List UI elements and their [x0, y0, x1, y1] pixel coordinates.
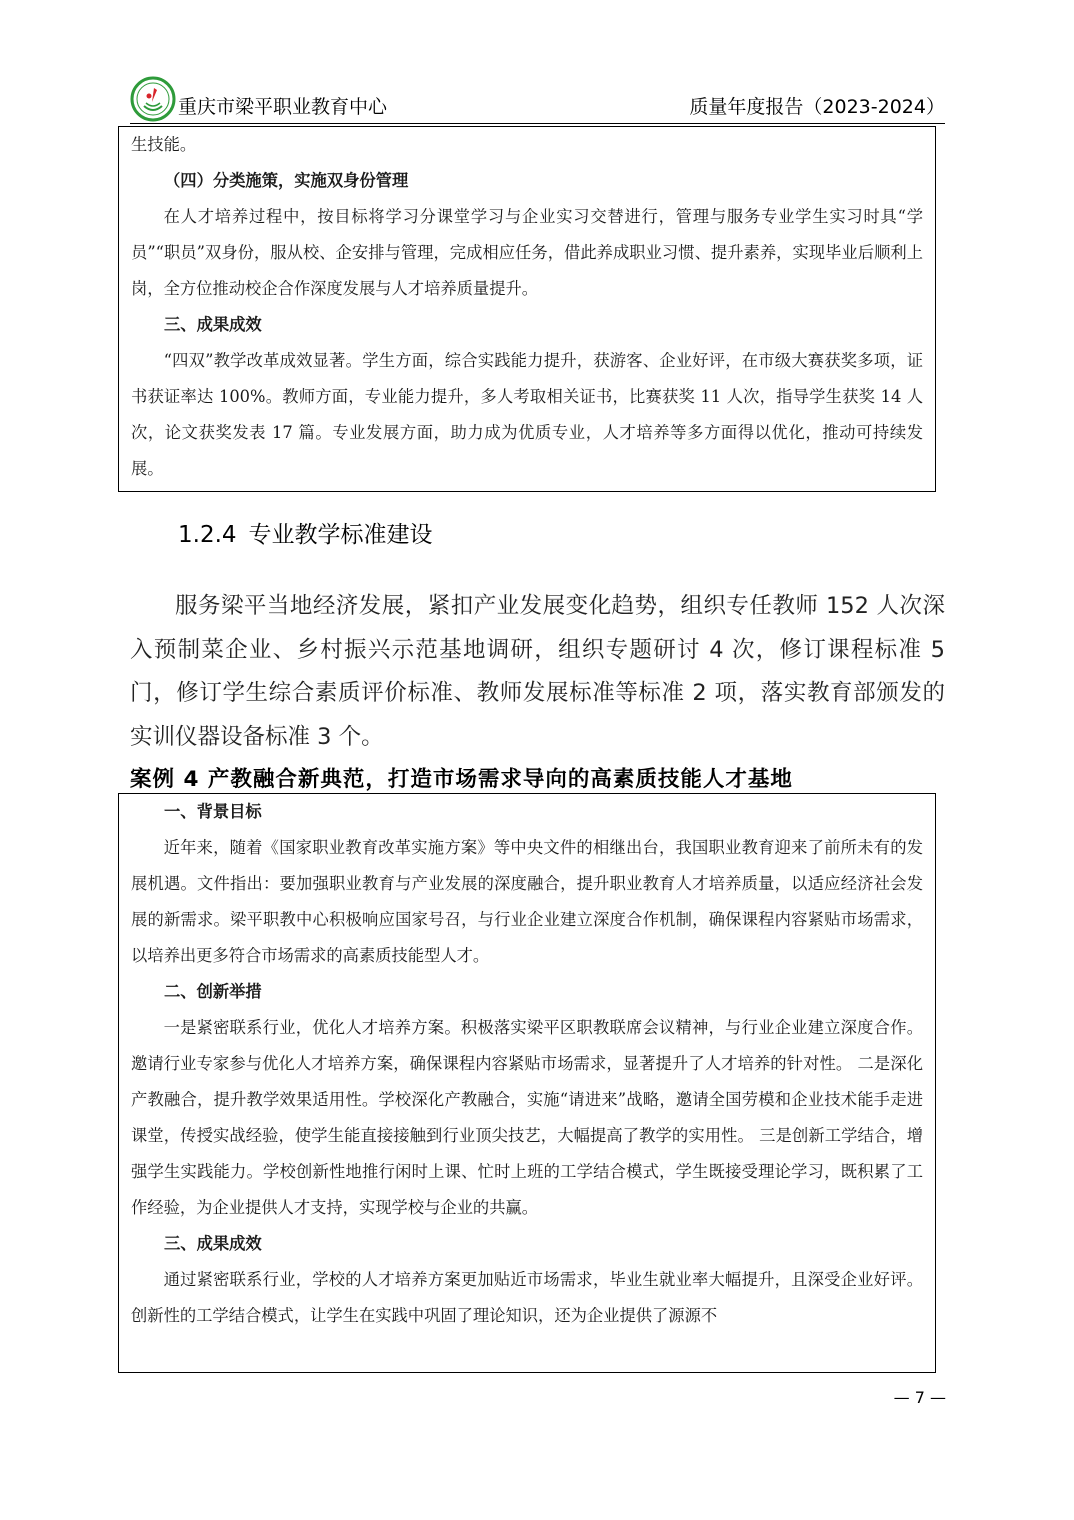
case-title: 案例 4 产教融合新典范，打造市场需求导向的高素质技能人才基地 — [130, 767, 793, 792]
report-title: 质量年度报告（2023-2024） — [689, 96, 945, 118]
subsection-paragraph: 在人才培养过程中，按目标将学习分课堂学习与企业实习交替进行，管理与服务专业学生实习时具“学员”“职员”双身份，服从校、企安排与管理，完成相应任务，借此养成职业习惯、提升素养，实现毕业后顺利上岗，全方位推动校企合作深度发展与人才培养质量提升。 — [131, 207, 923, 298]
header-divider — [130, 123, 945, 124]
school-name: 重庆市梁平职业教育中心 — [178, 96, 388, 118]
case-box-continued — [118, 126, 936, 492]
background-paragraph: 近年来，随着《国家职业教育改革实施方案》等中央文件的相继出台，我国职业教育迎来了前所未有的发展机遇。文件指出：要加强职业教育与产业发展的深度融合，提升职业教育人才培养质量，以适应经济社会发展的新需求。梁平职教中心积极响应国家号召，与行业企业建立深度合作机制，确保课程内容紧贴市场需求，以培养出更多符合市场需求的高素质技能型人才。 — [131, 838, 923, 965]
page-number: — 7 — — [893, 1388, 946, 1407]
case-box — [118, 793, 936, 1373]
school-emblem-icon — [130, 76, 176, 122]
results-paragraph: 通过紧密联系行业，学校的人才培养方案更加贴近市场需求，毕业生就业率大幅提升，且深受企业好评。创新性的工学结合模式，让学生在实践中巩固了理论知识，还为企业提供了源源不 — [131, 1270, 923, 1325]
background-heading: 一、背景目标 — [164, 802, 262, 821]
section-heading — [178, 516, 433, 549]
results-paragraph: “四双”教学改革成效显著。学生方面，综合实践能力提升，获游客、企业好评，在市级大赛获奖多项，证书获证率达 100%。教师方面，专业能力提升，多人考取相关证书，比赛获奖 11 人次，指导学生获奖 14 人次，论文获奖发表 17 篇。专业发展方面，助力成为优质专业，人才培养等多方面得以优化，推动可持续发展。 — [131, 351, 923, 478]
innovation-heading: 二、创新举措 — [164, 982, 262, 1001]
section-paragraph: 服务梁平当地经济发展，紧扣产业发展变化趋势，组织专任教师 152 人次深入预制菜企业、乡村振兴示范基地调研，组织专题研讨 4 次，修订课程标准 5 门，修订学生综合素质评价标准、教师发展标准等标准 2 项，落实教育部颁发的实训仪器设备标准 3 个。 — [130, 593, 945, 750]
innovation-paragraph: 一是紧密联系行业，优化人才培养方案。积极落实梁平区职教联席会议精神，与行业企业建立深度合作。邀请行业专家参与优化人才培养方案，确保课程内容紧贴市场需求，显著提升了人才培养的针对性。 二是深化产教融合，提升教学效果适用性。学校深化产教融合，实施“请进来”战略，邀请全国劳模和企业技术能手走进课堂，传授实战经验，使学生能直接接触到行业顶尖技艺，大幅提高了教学的实用性。 三是创新工学结合，增强学生实践能力。学校创新性地推行闲时上课、忙时上班的工学结合模式，学生既接受理论学习，既积累了工作经验，为企业提供人才支持，实现学校与企业的共赢。 — [131, 1018, 923, 1217]
continuation-text: 生技能。 — [131, 135, 197, 154]
results-heading: 三、成果成效 — [164, 1234, 262, 1253]
results-heading: 三、成果成效 — [164, 315, 262, 334]
section-number: 1.2.4 — [178, 522, 237, 548]
page-header — [130, 72, 945, 124]
section-title: 专业教学标准建设 — [248, 522, 433, 548]
subsection-heading: （四）分类施策，实施双身份管理 — [164, 171, 409, 190]
